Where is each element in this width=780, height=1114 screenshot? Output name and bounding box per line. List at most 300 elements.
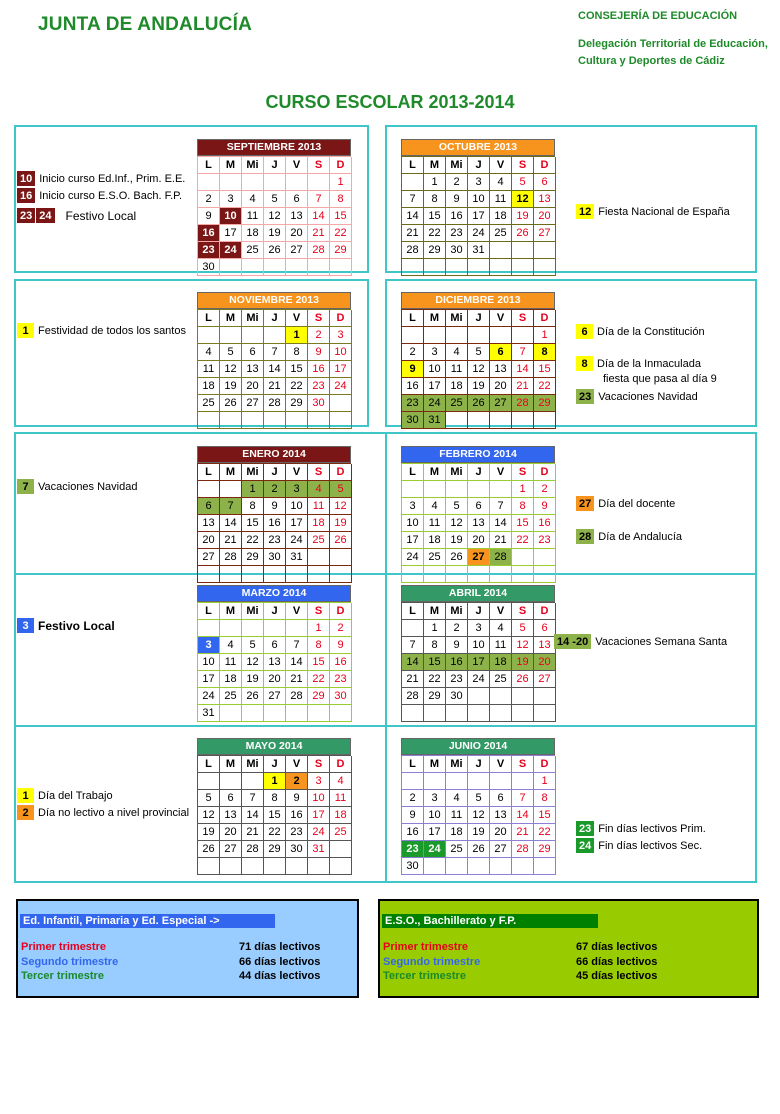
day-cell-highlighted: 14 [402, 654, 424, 671]
weekday-header: D [330, 310, 352, 327]
empty-cell [220, 566, 242, 583]
panel-divider [385, 432, 387, 883]
day-cell: 22 [424, 671, 446, 688]
summary-primary [16, 899, 359, 998]
day-cell: 24 [330, 378, 352, 395]
weekday-header: S [512, 756, 534, 773]
day-cell: 22 [264, 824, 286, 841]
day-cell: 6 [242, 344, 264, 361]
panel-divider [14, 573, 757, 575]
legend-row [576, 324, 705, 339]
day-cell: 9 [402, 807, 424, 824]
day-cell-highlighted: 17 [468, 654, 490, 671]
calendar-march [197, 585, 351, 722]
day-cell-highlighted: 6 [198, 498, 220, 515]
weekday-header: J [468, 464, 490, 481]
calendar-title: ABRIL 2014 [401, 585, 555, 602]
legend-color-chip: 23 [576, 389, 594, 404]
empty-cell [286, 705, 308, 722]
empty-cell [490, 481, 512, 498]
day-cell: 19 [468, 378, 490, 395]
empty-cell [512, 327, 534, 344]
calendar-april [401, 585, 555, 722]
day-cell: 28 [402, 688, 424, 705]
day-cell: 5 [468, 344, 490, 361]
day-cell: 8 [330, 191, 352, 208]
day-cell: 29 [308, 688, 330, 705]
weekday-header: M [220, 603, 242, 620]
day-cell: 1 [534, 773, 556, 790]
weekday-header: V [286, 756, 308, 773]
day-cell: 15 [534, 361, 556, 378]
day-cell: 17 [424, 378, 446, 395]
day-cell: 27 [242, 395, 264, 412]
empty-cell [242, 174, 264, 191]
day-cell: 26 [512, 225, 534, 242]
empty-cell [534, 688, 556, 705]
day-cell: 23 [308, 378, 330, 395]
day-cell: 17 [286, 515, 308, 532]
weekday-header: Mi [446, 157, 468, 174]
empty-cell [424, 705, 446, 722]
legend-text: fiesta que pasa al día 9 [603, 373, 717, 385]
day-cell: 30 [198, 259, 220, 276]
calendar-october [401, 139, 555, 276]
day-cell: 7 [512, 344, 534, 361]
day-cell: 27 [534, 225, 556, 242]
day-cell: 23 [446, 225, 468, 242]
day-cell-highlighted: 26 [468, 395, 490, 412]
calendar-grid [197, 602, 351, 722]
day-cell: 15 [330, 208, 352, 225]
weekday-header: M [424, 756, 446, 773]
day-cell: 13 [490, 807, 512, 824]
summary-secondary-row-1-value: 67 días lectivos [576, 941, 658, 953]
legend-text: Vacaciones Semana Santa [595, 635, 728, 648]
day-cell: 27 [220, 841, 242, 858]
day-cell: 19 [468, 824, 490, 841]
day-cell: 7 [512, 790, 534, 807]
day-cell: 5 [242, 637, 264, 654]
legend-color-chip: 12 [576, 204, 594, 219]
summary-primary-title: Ed. Infantil, Primaria y Ed. Especial -> [20, 914, 275, 928]
calendar-title: SEPTIEMBRE 2013 [197, 139, 351, 156]
day-cell: 10 [468, 191, 490, 208]
legend-row [554, 634, 727, 649]
weekday-header: D [330, 756, 352, 773]
legend-color-chip: 1 [17, 323, 34, 338]
day-cell: 3 [308, 773, 330, 790]
day-cell: 30 [286, 841, 308, 858]
day-cell: 3 [468, 174, 490, 191]
calendar-december [401, 292, 555, 429]
day-cell: 15 [308, 654, 330, 671]
empty-cell [424, 259, 446, 276]
empty-cell [330, 395, 352, 412]
empty-cell [198, 773, 220, 790]
day-cell-highlighted: 5 [330, 481, 352, 498]
weekday-header: J [468, 157, 490, 174]
day-cell: 19 [446, 532, 468, 549]
legend-color-chip: 1 [17, 788, 34, 803]
day-cell-highlighted: 10 [220, 208, 242, 225]
empty-cell [446, 705, 468, 722]
legend-text: Día de Andalucía [598, 530, 683, 543]
day-cell: 18 [308, 515, 330, 532]
day-cell-highlighted: 6 [490, 344, 512, 361]
empty-cell [468, 259, 490, 276]
day-cell: 15 [534, 807, 556, 824]
day-cell: 13 [534, 637, 556, 654]
legend-text: Festivo Local [38, 618, 115, 633]
day-cell: 23 [446, 671, 468, 688]
day-cell: 20 [220, 824, 242, 841]
day-cell: 22 [534, 824, 556, 841]
summary-secondary-row-3-value: 45 días lectivos [576, 970, 658, 982]
day-cell: 14 [512, 807, 534, 824]
day-cell: 9 [534, 498, 556, 515]
day-cell: 4 [198, 344, 220, 361]
summary-secondary-row-1-label: Primer trimestre [383, 941, 468, 953]
day-cell: 4 [424, 498, 446, 515]
day-cell: 1 [534, 327, 556, 344]
legend-row [576, 529, 682, 544]
day-cell: 29 [264, 841, 286, 858]
day-cell: 20 [490, 378, 512, 395]
day-cell: 25 [424, 549, 446, 566]
weekday-header: S [308, 756, 330, 773]
day-cell: 21 [264, 378, 286, 395]
calendar-june [401, 738, 555, 875]
legend-color-chip: 7 [17, 479, 34, 494]
empty-cell [286, 259, 308, 276]
day-cell: 30 [330, 688, 352, 705]
weekday-header: L [198, 603, 220, 620]
day-cell: 19 [264, 225, 286, 242]
day-cell: 20 [286, 225, 308, 242]
day-cell: 5 [198, 790, 220, 807]
empty-cell [308, 174, 330, 191]
weekday-header: L [198, 157, 220, 174]
empty-cell [220, 620, 242, 637]
legend-row [576, 356, 701, 371]
day-cell: 16 [446, 208, 468, 225]
day-cell: 26 [220, 395, 242, 412]
weekday-header: L [402, 310, 424, 327]
weekday-header: S [308, 157, 330, 174]
empty-cell [512, 773, 534, 790]
day-cell-highlighted: 2 [264, 481, 286, 498]
weekday-header: Mi [446, 603, 468, 620]
day-cell: 9 [308, 344, 330, 361]
weekday-header: L [198, 310, 220, 327]
day-cell: 2 [308, 327, 330, 344]
empty-cell [446, 481, 468, 498]
empty-cell [330, 259, 352, 276]
legend-color-chip: 27 [576, 496, 594, 511]
weekday-header: D [330, 603, 352, 620]
day-cell: 25 [242, 242, 264, 259]
day-cell: 7 [402, 191, 424, 208]
day-cell: 2 [534, 481, 556, 498]
day-cell: 7 [490, 498, 512, 515]
day-cell: 11 [308, 498, 330, 515]
day-cell: 11 [490, 191, 512, 208]
day-cell: 11 [220, 654, 242, 671]
weekday-header: Mi [242, 157, 264, 174]
day-cell: 13 [220, 807, 242, 824]
day-cell-highlighted: 12 [512, 191, 534, 208]
day-cell: 22 [512, 532, 534, 549]
empty-cell [242, 327, 264, 344]
day-cell: 4 [446, 344, 468, 361]
calendar-grid [197, 156, 351, 276]
calendar-title: MARZO 2014 [197, 585, 351, 602]
calendar-grid [197, 463, 351, 583]
empty-cell [308, 858, 330, 875]
day-cell: 12 [468, 807, 490, 824]
empty-cell [468, 858, 490, 875]
legend-text: Fin días lectivos Prim. [598, 822, 706, 835]
day-cell: 21 [286, 671, 308, 688]
day-cell: 24 [286, 532, 308, 549]
weekday-header: V [286, 157, 308, 174]
calendar-may [197, 738, 351, 875]
day-cell: 30 [402, 858, 424, 875]
day-cell: 18 [220, 671, 242, 688]
empty-cell [198, 174, 220, 191]
summary-primary-row-3-value: 44 días lectivos [239, 970, 321, 982]
day-cell: 9 [446, 191, 468, 208]
day-cell: 5 [264, 191, 286, 208]
legend-row [600, 373, 717, 385]
day-cell-highlighted: 2 [286, 773, 308, 790]
empty-cell [402, 566, 424, 583]
weekday-header: V [286, 310, 308, 327]
day-cell: 9 [264, 498, 286, 515]
day-cell: 28 [242, 841, 264, 858]
weekday-header: S [308, 464, 330, 481]
day-cell: 11 [242, 208, 264, 225]
empty-cell [402, 620, 424, 637]
day-cell: 31 [198, 705, 220, 722]
day-cell: 22 [286, 378, 308, 395]
weekday-header: M [220, 310, 242, 327]
empty-cell [330, 858, 352, 875]
day-cell: 24 [308, 824, 330, 841]
empty-cell [512, 242, 534, 259]
empty-cell [198, 412, 220, 429]
empty-cell [242, 705, 264, 722]
day-cell: 14 [512, 361, 534, 378]
day-cell: 22 [424, 225, 446, 242]
legend-color-chip: 24 [576, 838, 594, 853]
day-cell: 15 [242, 515, 264, 532]
empty-cell [424, 858, 446, 875]
legend-color-chip: 8 [576, 356, 593, 371]
day-cell: 10 [424, 361, 446, 378]
day-cell: 4 [220, 637, 242, 654]
day-cell: 29 [330, 242, 352, 259]
empty-cell [468, 327, 490, 344]
weekday-header: S [308, 310, 330, 327]
day-cell: 17 [424, 824, 446, 841]
day-cell: 3 [402, 498, 424, 515]
weekday-header: V [286, 464, 308, 481]
summary-primary-row-2-label: Segundo trimestre [21, 956, 119, 968]
day-cell: 17 [220, 225, 242, 242]
day-cell: 28 [264, 395, 286, 412]
weekday-header: S [512, 157, 534, 174]
day-cell: 16 [330, 654, 352, 671]
empty-cell [512, 688, 534, 705]
empty-cell [446, 259, 468, 276]
day-cell: 28 [402, 242, 424, 259]
day-cell: 25 [490, 225, 512, 242]
day-cell: 13 [534, 191, 556, 208]
day-cell: 14 [490, 515, 512, 532]
calendar-september [197, 139, 351, 276]
empty-cell [330, 412, 352, 429]
day-cell: 16 [402, 824, 424, 841]
day-cell: 25 [446, 841, 468, 858]
day-cell-highlighted: 1 [242, 481, 264, 498]
day-cell: 12 [446, 515, 468, 532]
day-cell-highlighted: 29 [534, 395, 556, 412]
empty-cell [264, 620, 286, 637]
empty-cell [490, 688, 512, 705]
empty-cell [220, 481, 242, 498]
day-cell: 31 [468, 242, 490, 259]
summary-secondary-row-3-label: Tercer trimestre [383, 970, 466, 982]
empty-cell [198, 566, 220, 583]
calendar-title: DICIEMBRE 2013 [401, 292, 555, 309]
legend-row [17, 805, 189, 820]
weekday-header: V [286, 603, 308, 620]
day-cell: 13 [286, 208, 308, 225]
weekday-header: Mi [242, 464, 264, 481]
legend-row [17, 479, 137, 494]
weekday-header: L [198, 756, 220, 773]
day-cell: 1 [424, 620, 446, 637]
legend-row [576, 389, 698, 404]
empty-cell [534, 566, 556, 583]
weekday-header: D [534, 464, 556, 481]
empty-cell [286, 174, 308, 191]
day-cell-highlighted: 15 [424, 654, 446, 671]
day-cell: 7 [264, 344, 286, 361]
day-cell: 13 [242, 361, 264, 378]
legend-color-chip: 14 -20 [554, 634, 591, 649]
day-cell: 26 [512, 671, 534, 688]
weekday-header: M [424, 464, 446, 481]
empty-cell [264, 858, 286, 875]
day-cell: 20 [242, 378, 264, 395]
day-cell: 2 [330, 620, 352, 637]
empty-cell [534, 858, 556, 875]
legend-color-chip: 24 [36, 208, 54, 223]
weekday-header: Mi [242, 310, 264, 327]
day-cell: 11 [446, 807, 468, 824]
calendar-title: NOVIEMBRE 2013 [197, 292, 351, 309]
empty-cell [424, 566, 446, 583]
empty-cell [512, 412, 534, 429]
empty-cell [402, 481, 424, 498]
legend-text: Fin días lectivos Sec. [598, 839, 703, 852]
empty-cell [534, 242, 556, 259]
day-cell: 9 [286, 790, 308, 807]
legend-color-chip: 23 [576, 821, 594, 836]
empty-cell [264, 412, 286, 429]
day-cell: 26 [330, 532, 352, 549]
legend-color-chip: 10 [17, 171, 35, 186]
day-cell-highlighted: 8 [534, 344, 556, 361]
legend-text: Festivo Local [65, 208, 137, 223]
day-cell: 27 [534, 671, 556, 688]
day-cell: 12 [330, 498, 352, 515]
day-cell: 6 [490, 790, 512, 807]
weekday-header: J [264, 603, 286, 620]
day-cell-highlighted: 3 [198, 637, 220, 654]
empty-cell [490, 858, 512, 875]
legend-row [17, 208, 136, 223]
day-cell: 11 [446, 361, 468, 378]
empty-cell [490, 566, 512, 583]
empty-cell [308, 259, 330, 276]
day-cell-highlighted: 18 [490, 654, 512, 671]
day-cell: 15 [512, 515, 534, 532]
weekday-header: L [402, 756, 424, 773]
weekday-header: M [424, 310, 446, 327]
day-cell-highlighted: 25 [446, 395, 468, 412]
day-cell: 29 [242, 549, 264, 566]
day-cell: 30 [446, 242, 468, 259]
legend-row [576, 838, 702, 853]
day-cell: 8 [286, 344, 308, 361]
legend-row [17, 618, 115, 633]
day-cell: 8 [308, 637, 330, 654]
empty-cell [308, 705, 330, 722]
empty-cell [220, 773, 242, 790]
weekday-header: Mi [242, 603, 264, 620]
weekday-header: M [424, 603, 446, 620]
empty-cell [242, 412, 264, 429]
day-cell: 17 [468, 208, 490, 225]
legend-color-chip: 28 [576, 529, 594, 544]
calendar-grid [401, 755, 555, 875]
day-cell: 21 [490, 532, 512, 549]
weekday-header: L [198, 464, 220, 481]
day-cell: 26 [468, 841, 490, 858]
panel-divider [14, 725, 757, 727]
calendar-january [197, 446, 351, 583]
day-cell: 21 [308, 225, 330, 242]
weekday-header: M [220, 464, 242, 481]
day-cell: 19 [512, 208, 534, 225]
day-cell: 8 [512, 498, 534, 515]
summary-primary-row-1-value: 71 días lectivos [239, 941, 321, 953]
day-cell: 5 [446, 498, 468, 515]
day-cell: 21 [512, 824, 534, 841]
day-cell: 16 [264, 515, 286, 532]
calendar-grid [401, 309, 555, 429]
weekday-header: D [534, 157, 556, 174]
day-cell: 9 [198, 208, 220, 225]
day-cell: 28 [286, 688, 308, 705]
day-cell: 4 [330, 773, 352, 790]
day-cell: 12 [264, 208, 286, 225]
day-cell: 23 [330, 671, 352, 688]
